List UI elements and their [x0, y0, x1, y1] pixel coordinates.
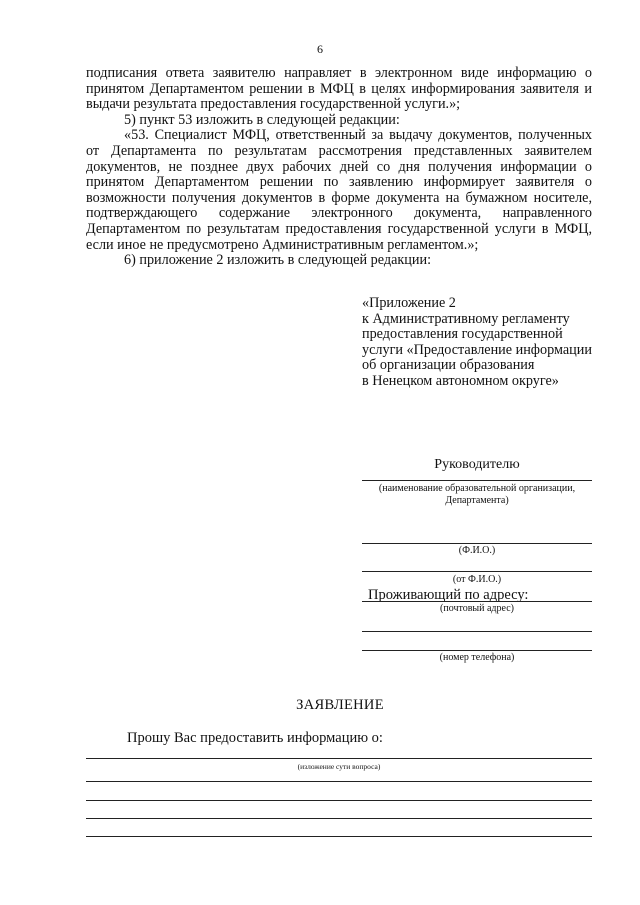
address-caption: (почтовый адрес) — [440, 603, 514, 614]
body-text — [86, 66, 592, 269]
blank-line — [86, 836, 592, 837]
appendix-header — [362, 296, 602, 390]
appendix-line: «Приложение 2 — [362, 295, 456, 311]
paragraph-continuation: подписания ответа заявителю направляет в электронном виде информацию о принятом Департаментом решении в МФЦ в целях информирования заявителя и выдачи результата предоставления государственной услуги.»; — [86, 65, 592, 113]
residence-line — [362, 601, 592, 602]
fio-line — [362, 543, 592, 544]
from-fio-caption: (от Ф.И.О.) — [452, 574, 502, 585]
appendix-line: к Административному регламенту — [362, 310, 570, 327]
address-line — [362, 631, 592, 632]
page-number: 6 — [317, 42, 323, 56]
phone-line — [362, 650, 592, 651]
org-name-caption — [362, 483, 592, 507]
org-caption-line: (наименование образовательной организации, — [378, 483, 576, 494]
recipient-label: Руководителю — [434, 457, 520, 472]
appendix-line: в Ненецком автономном округе» — [362, 372, 559, 389]
paragraph-item-5: 5) пункт 53 изложить в следующей редакции: — [124, 111, 400, 128]
org-caption-line: Департамента) — [445, 495, 509, 506]
appendix-line: предоставления государственной — [362, 326, 563, 343]
blank-line — [86, 818, 592, 819]
residence-label: Проживающий по адресу: — [368, 587, 529, 603]
from-fio-line — [362, 571, 592, 572]
paragraph-item-6: 6) приложение 2 изложить в следующей редакции: — [124, 252, 432, 269]
request-text: Прошу Вас предоставить информацию о: — [127, 730, 383, 746]
blank-line — [86, 800, 592, 801]
appendix-line: об организации образования — [362, 357, 535, 374]
phone-caption: (номер телефона) — [439, 652, 515, 663]
fio-caption: (Ф.И.О.) — [458, 545, 496, 556]
blank-line — [86, 781, 592, 782]
org-name-line — [362, 480, 592, 481]
appendix-line: услуги «Предоставление информации — [362, 341, 592, 358]
issue-line — [86, 758, 592, 759]
statement-title: ЗАЯВЛЕНИЕ — [296, 697, 384, 713]
paragraph-clause-53: «53. Специалист МФЦ, ответственный за выдачу документов, полученных от Департамента по результатам рассмотрения представленных заявителем документов, не позднее двух рабочих дней со дня получения информации о принятом Департаментом решении по заявлению информирует заявителя о возможности получения документов в форме документа на бумажном носителе, подтверждающего содержание электронного документа, направленного Департаментом по результатам предоставления государственной услуги в МФЦ, если иное не предусмотрено Административным регламентом.»; — [86, 127, 592, 253]
issue-caption: (изложение сути вопроса) — [297, 762, 381, 771]
